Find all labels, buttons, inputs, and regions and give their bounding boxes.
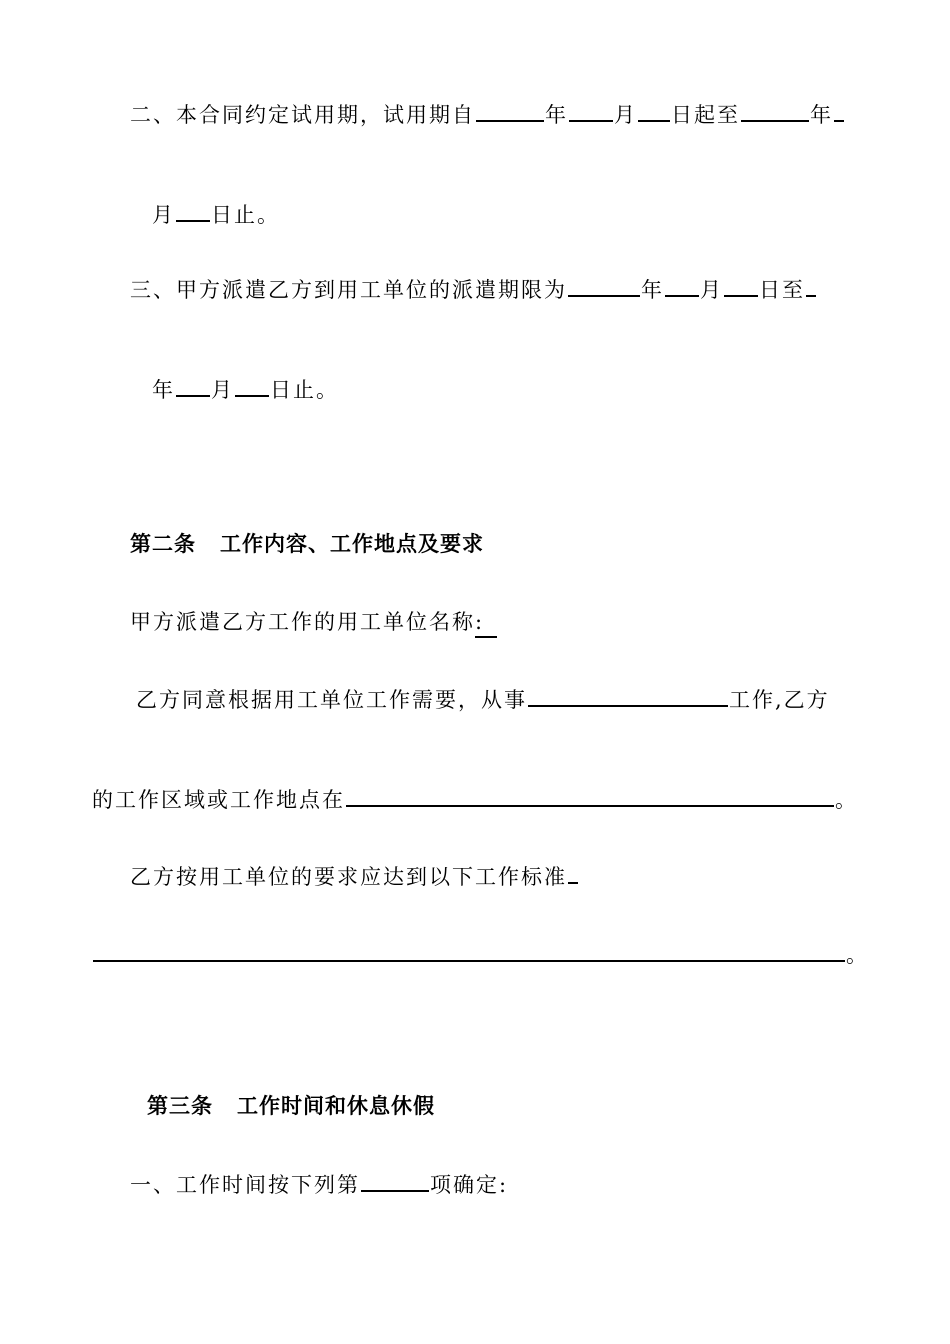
work-standard-cont: [92, 940, 869, 969]
dispatch-end-day-blank[interactable]: [235, 375, 269, 397]
work-location-blank[interactable]: [346, 785, 834, 807]
article-title: 工作内容、工作地点及要求: [220, 532, 484, 556]
probation-period-cont: [152, 200, 280, 229]
probation-period-line: [130, 100, 845, 129]
probation-start-day-blank[interactable]: [638, 100, 670, 122]
probation-text: 二、本合同约定试用期，试用期自: [130, 103, 475, 127]
month-label: 月: [152, 203, 175, 227]
employer-name-label: 甲方派遣乙方工作的用工单位名称: [130, 610, 475, 634]
day-end-label: 日止。: [211, 203, 280, 227]
period: 。: [835, 788, 858, 812]
work-standard-start-blank[interactable]: [568, 862, 578, 884]
probation-start-month-blank[interactable]: [569, 100, 613, 122]
year-label: 年: [152, 378, 175, 402]
work-hours-option-blank[interactable]: [361, 1170, 429, 1192]
year-label: 年: [810, 103, 833, 127]
work-standard-blank[interactable]: [93, 940, 845, 962]
year-label: 年: [641, 278, 664, 302]
colon: :: [475, 610, 485, 634]
article-3-heading: [147, 1092, 435, 1120]
work-hours-line: [130, 1170, 508, 1199]
article-title: 工作时间和休息休假: [237, 1094, 435, 1118]
dispatch-period-cont: [152, 375, 339, 404]
job-type-line: [136, 685, 830, 714]
job-type-suffix: 工作,乙方: [729, 688, 830, 712]
work-standard-label: 乙方按用工单位的要求应达到以下工作标准: [130, 865, 567, 889]
probation-start-year-blank[interactable]: [476, 100, 544, 122]
work-location-line: [92, 785, 858, 814]
dispatch-period-line: [130, 275, 817, 304]
work-hours-label: 一、工作时间按下列第: [130, 1173, 360, 1197]
article-2-heading: [130, 530, 484, 558]
probation-end-year-blank[interactable]: [741, 100, 809, 122]
month-label: 月: [211, 378, 234, 402]
employer-name-blank[interactable]: [475, 608, 497, 638]
dispatch-start-day-blank[interactable]: [724, 275, 758, 297]
job-type-label: 乙方同意根据用工单位工作需要，从事: [136, 688, 527, 712]
year-label: 年: [545, 103, 568, 127]
article-number: 第二条: [130, 532, 196, 556]
day-to-label: 日至: [759, 278, 805, 302]
dispatch-start-year-blank[interactable]: [568, 275, 640, 297]
month-label: 月: [700, 278, 723, 302]
article-number: 第三条: [147, 1094, 213, 1118]
period: 。: [846, 943, 869, 967]
day-from-label: 日起至: [671, 103, 740, 127]
dispatch-end-blank[interactable]: [806, 275, 816, 297]
job-type-blank[interactable]: [528, 685, 728, 707]
dispatch-end-month-blank[interactable]: [176, 375, 210, 397]
work-location-label: 的工作区域或工作地点在: [92, 788, 345, 812]
day-end-label: 日止。: [270, 378, 339, 402]
probation-end-day-blank[interactable]: [176, 200, 210, 222]
dispatch-text: 三、甲方派遣乙方到用工单位的派遣期限为: [130, 278, 567, 302]
probation-end-blank[interactable]: [834, 100, 844, 122]
employer-name-line: [130, 608, 497, 638]
work-standard-line: [130, 862, 579, 891]
dispatch-start-month-blank[interactable]: [665, 275, 699, 297]
month-label: 月: [614, 103, 637, 127]
work-hours-suffix: 项确定:: [430, 1173, 509, 1197]
